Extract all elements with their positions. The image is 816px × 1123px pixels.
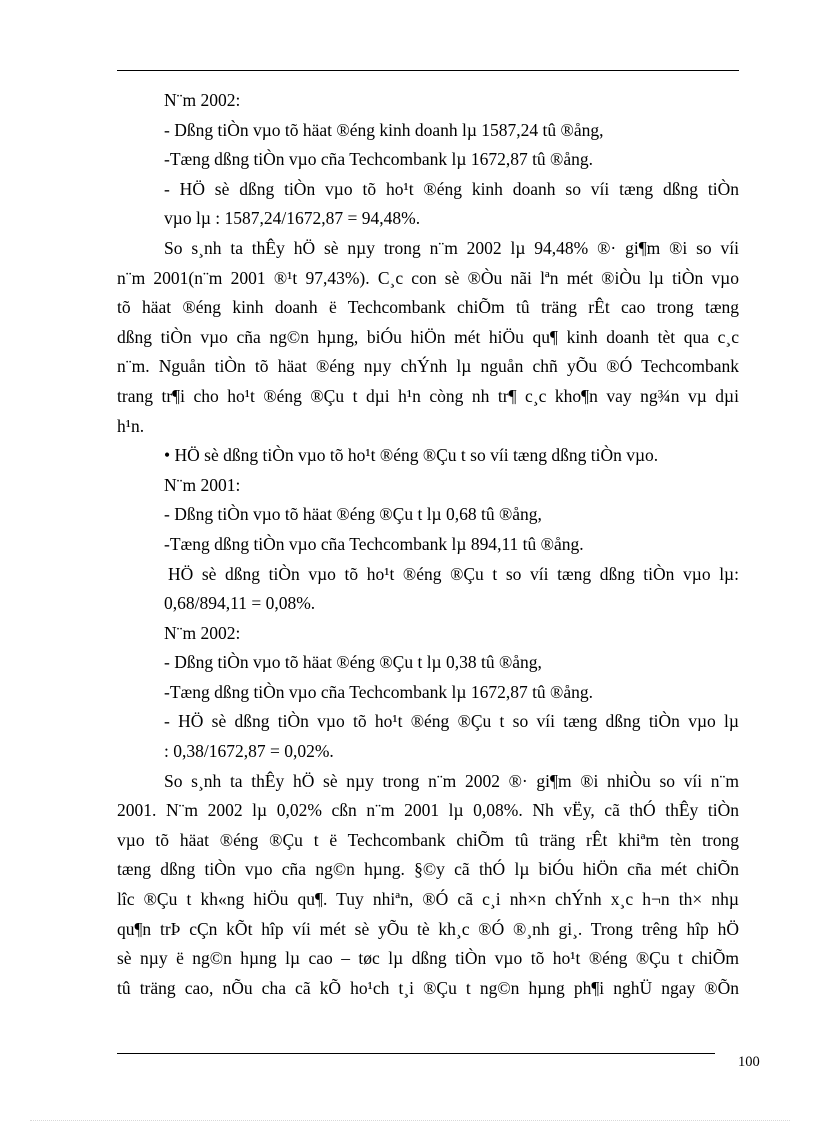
page-body [117, 86, 739, 1003]
text-line: • HÖ sè dßng tiÒn vµo tõ ho¹t ®éng ®Çu t so víi tæng dßng tiÒn vµo. [164, 445, 659, 466]
text-line: sè nµy ë ng©n hµng lµ cao – tøc lµ dßng tiÒn vµo tõ ho¹t ®éng ®Çu t chiÕm [117, 948, 739, 969]
text-line: 0,68/894,11 = 0,08%. [164, 593, 316, 614]
text-line: tæng dßng tiÒn vµo cña ng©n hµng. §©y cã thÓ lµ biÓu hiÖn cña mét chiÕn [117, 859, 739, 880]
text-line: tõ häat ®éng kinh doanh ë Techcombank chiÕm tû träng rÊt cao trong tæng [117, 297, 739, 318]
text-line: trang tr¶i cho ho¹t ®éng ®Çu t dµi h¹n còng nh tr¶ c¸c kho¶n vay ng¾n vµ dµi [117, 385, 739, 406]
text-line: lîc ®Çu t kh«ng hiÖu qu¶. Tuy nhiªn, ®Ó cã c¸i nh×n chÝnh x¸c h¬n th× nhµ [117, 889, 739, 910]
text-line: So s¸nh ta thÊy hÖ sè nµy trong n¨m 2002 lµ 94,48% ®· gi¶m ®i so víi [164, 237, 739, 258]
header-rule [117, 70, 739, 71]
text-line: vµo tõ häat ®éng ®Çu t ë Techcombank chiÕm tû träng rÊt khiªm tèn trong [117, 829, 739, 850]
text-line: qu¶n trÞ cÇn kÕt hîp víi mét sè yÕu tè kh¸c ®Ó ®¸nh gi¸. Trong trêng hîp hÖ [117, 918, 739, 939]
page-edge-dots [30, 1120, 790, 1121]
text-line: - HÖ sè dßng tiÒn vµo tõ ho¹t ®éng kinh doanh so víi tæng dßng tiÒn [164, 178, 739, 199]
text-line: -Tæng dßng tiÒn vµo cña Techcombank lµ 1672,87 tû ®ång. [164, 681, 593, 702]
text-line: N¨m 2001: [164, 474, 241, 495]
text-line: n¨m 2001(n¨m 2001 ®¹t 97,43%). C¸c con sè ®Òu nãi lªn mét ®iÒu lµ tiÒn vµo [117, 267, 739, 288]
text-line: -Tæng dßng tiÒn vµo cña Techcombank lµ 1672,87 tû ®ång. [164, 149, 593, 170]
text-line: h¹n. [117, 415, 145, 436]
text-line: So s¸nh ta thÊy hÖ sè nµy trong n¨m 2002 ®· gi¶m ®i nhiÒu so víi n¨m [164, 770, 739, 791]
text-line: N¨m 2002: [164, 622, 241, 643]
footer-rule [117, 1053, 715, 1054]
text-line: 2001. N¨m 2002 lµ 0,02% cßn n¨m 2001 lµ 0,08%. Nh vËy, cã thÓ thÊy tiÒn [117, 800, 739, 821]
text-line: : 0,38/1672,87 = 0,02%. [164, 741, 334, 762]
text-line: -Tæng dßng tiÒn vµo cña Techcombank lµ 894,11 tû ®ång. [164, 533, 584, 554]
text-line: dßng tiÒn vµo cña ng©n hµng, biÓu hiÖn mét hiÖu qu¶ kinh doanh tèt qua c¸c [117, 326, 739, 347]
page-number: 100 [738, 1054, 760, 1070]
text-line: - Dßng tiÒn vµo tõ häat ®éng ®Çu t lµ 0,38 tû ®ång, [164, 652, 542, 673]
text-line: N¨m 2002: [164, 90, 241, 110]
text-line: tû träng cao, nÕu cha cã kÕ ho¹ch t¸i ®Çu t ng©n hµng ph¶i nghÜ ngay ®Õn [117, 977, 739, 998]
text-line: - HÖ sè dßng tiÒn vµo tõ ho¹t ®éng ®Çu t so víi tæng dßng tiÒn vµo lµ [164, 711, 739, 732]
text-line: - Dßng tiÒn vµo tõ häat ®éng kinh doanh lµ 1587,24 tû ®ång, [164, 119, 604, 140]
text-line: - Dßng tiÒn vµo tõ häat ®éng ®Çu t lµ 0,68 tû ®ång, [164, 504, 542, 525]
text-line: vµo lµ : 1587,24/1672,87 = 94,48%. [164, 208, 421, 229]
text-line: HÖ sè dßng tiÒn vµo tõ ho¹t ®éng ®Çu t so víi tæng dßng tiÒn vµo lµ: [168, 563, 739, 584]
text-line: n¨m. Nguån tiÒn tõ häat ®éng nµy chÝnh lµ nguån chñ yÕu ®Ó Techcombank [117, 356, 739, 377]
